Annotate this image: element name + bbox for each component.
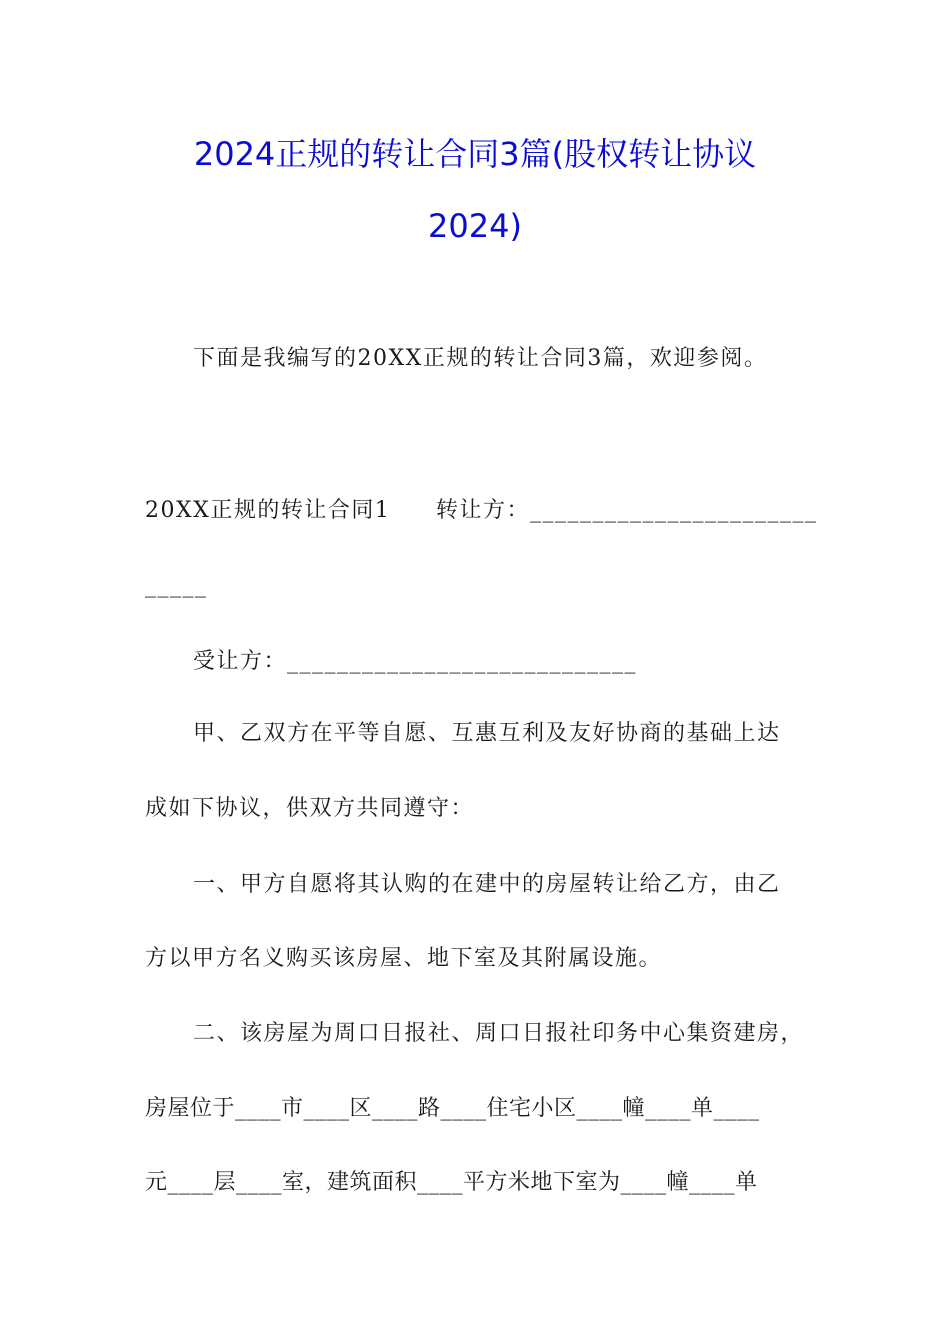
paragraph3-line3: 元____层____室，建筑面积____平方米地下室为____幢____单 xyxy=(145,1170,758,1195)
transferor-line-continued: _____ xyxy=(145,573,208,598)
paragraph3-line2: 房屋位于____市____区____路____住宅小区____幢____单____ xyxy=(145,1096,760,1121)
paragraph3-line1: 二、该房屋为周口日报社、周口日报社印务中心集资建房， xyxy=(193,1021,805,1046)
transferee-line: 受让方：____________________________ xyxy=(193,649,638,674)
document-title-line2: 2024) xyxy=(428,207,522,245)
paragraph2-line1: 一、甲方自愿将其认购的在建中的房屋转让给乙方，由乙 xyxy=(193,872,781,897)
transferor-line: 转让方：_______________________ xyxy=(436,498,818,523)
intro-paragraph: 下面是我编写的20XX正规的转让合同3篇，欢迎参阅。 xyxy=(193,346,768,371)
section1-heading: 20XX正规的转让合同1 xyxy=(145,498,391,523)
paragraph1-line2: 成如下协议，供双方共同遵守： xyxy=(145,796,475,821)
paragraph2-line2: 方以甲方名义购买该房屋、地下室及其附属设施。 xyxy=(145,946,663,971)
paragraph1-line1: 甲、乙双方在平等自愿、互惠互利及友好协商的基础上达 xyxy=(193,721,781,746)
document-title-line1: 2024正规的转让合同3篇(股权转让协议 xyxy=(193,135,757,173)
